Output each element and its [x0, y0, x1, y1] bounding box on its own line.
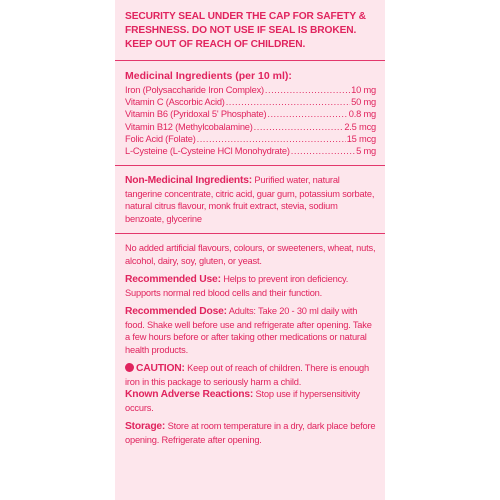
- adverse-section: [125, 388, 376, 414]
- recommended-dose-heading: Recommended Dose:: [125, 306, 227, 318]
- adverse-text: Stop use if hypersensitivity occurs.: [125, 389, 360, 413]
- leader-dots: [267, 108, 347, 120]
- ingredient-amount: 0.8 mg: [348, 109, 376, 120]
- ingredient-name: Vitamin B12 (Methylcobalamine): [125, 121, 253, 132]
- recommended-dose-section: [125, 305, 376, 356]
- ingredient-name: L-Cysteine (L-Cysteine HCl Monohydrate): [125, 146, 290, 157]
- storage-text: Store at room temperature in a dry, dark place before opening. Refrigerate after opening.: [125, 421, 376, 445]
- non-medicinal-section: [125, 174, 376, 225]
- medicinal-section: [125, 69, 376, 157]
- non-medicinal-text: Purified water, natural tangerine concentrate, citric acid, guar gum, potassium sorbate, natural citrus flavour, monk fruit extract, stevia, sodium benzoate, glycerine: [125, 175, 375, 224]
- caution-dot-icon: [125, 363, 134, 372]
- recommended-use-text: Helps to prevent iron deficiency. Supports normal red blood cells and their function.: [125, 274, 349, 298]
- leader-dots: [226, 96, 350, 108]
- leader-dots: [197, 133, 346, 145]
- allergen-note: No added artificial flavours, colours, or sweeteners, wheat, nuts, alcohol, dairy, soy, gluten, or yeast.: [125, 243, 376, 266]
- storage-section: [125, 420, 376, 446]
- divider: [115, 60, 385, 61]
- caution-heading: CAUTION:: [136, 363, 185, 375]
- ingredient-amount: 10 mg: [351, 85, 376, 95]
- recommended-dose-text: Adults: Take 20 - 30 ml daily with food. Shake well before use and refrigerate after opening. Take a few hours before or after taking other medications or natural health products.: [125, 306, 372, 355]
- medicinal-list: [125, 84, 376, 157]
- label-panel: [115, 0, 385, 500]
- ingredient-row: [125, 96, 376, 108]
- leader-dots: [254, 121, 344, 133]
- ingredient-amount: 15 mcg: [346, 133, 376, 144]
- ingredient-amount: 2.5 mcg: [344, 121, 376, 132]
- divider: [115, 165, 385, 166]
- medicinal-heading: Medicinal Ingredients (per 10 ml):: [125, 70, 292, 82]
- caution-section: [125, 362, 376, 388]
- leader-dots: [265, 84, 350, 96]
- ingredient-row: [125, 121, 376, 133]
- storage-heading: Storage:: [125, 421, 166, 433]
- ingredient-amount: 5 mg: [356, 146, 376, 157]
- ingredient-row: [125, 108, 376, 120]
- leader-dots: [291, 145, 355, 157]
- ingredient-name: Folic Acid (Folate): [125, 133, 196, 144]
- caution-text: Keep out of reach of children. There is enough iron in this package to seriously harm a child.: [125, 363, 369, 387]
- divider: [115, 233, 385, 234]
- adverse-heading: Known Adverse Reactions:: [125, 389, 254, 401]
- ingredient-row: [125, 133, 376, 145]
- ingredient-name: Iron (Polysaccharide Iron Complex): [125, 85, 264, 95]
- recommended-use-heading: Recommended Use:: [125, 274, 221, 286]
- ingredient-name: Vitamin B6 (Pyridoxal 5' Phosphate): [125, 109, 267, 120]
- seal-warning: SECURITY SEAL UNDER THE CAP FOR SAFETY & FRESHNESS. DO NOT USE IF SEAL IS BROKEN. KEEP OUT OF REACH OF CHILDREN.: [125, 11, 366, 50]
- recommended-use-section: [125, 273, 376, 299]
- ingredient-amount: 50 mg: [351, 97, 376, 108]
- ingredient-row: [125, 84, 376, 96]
- ingredient-row: [125, 145, 376, 157]
- ingredient-name: Vitamin C (Ascorbic Acid): [125, 97, 225, 108]
- non-medicinal-heading: Non-Medicinal Ingredients:: [125, 175, 252, 187]
